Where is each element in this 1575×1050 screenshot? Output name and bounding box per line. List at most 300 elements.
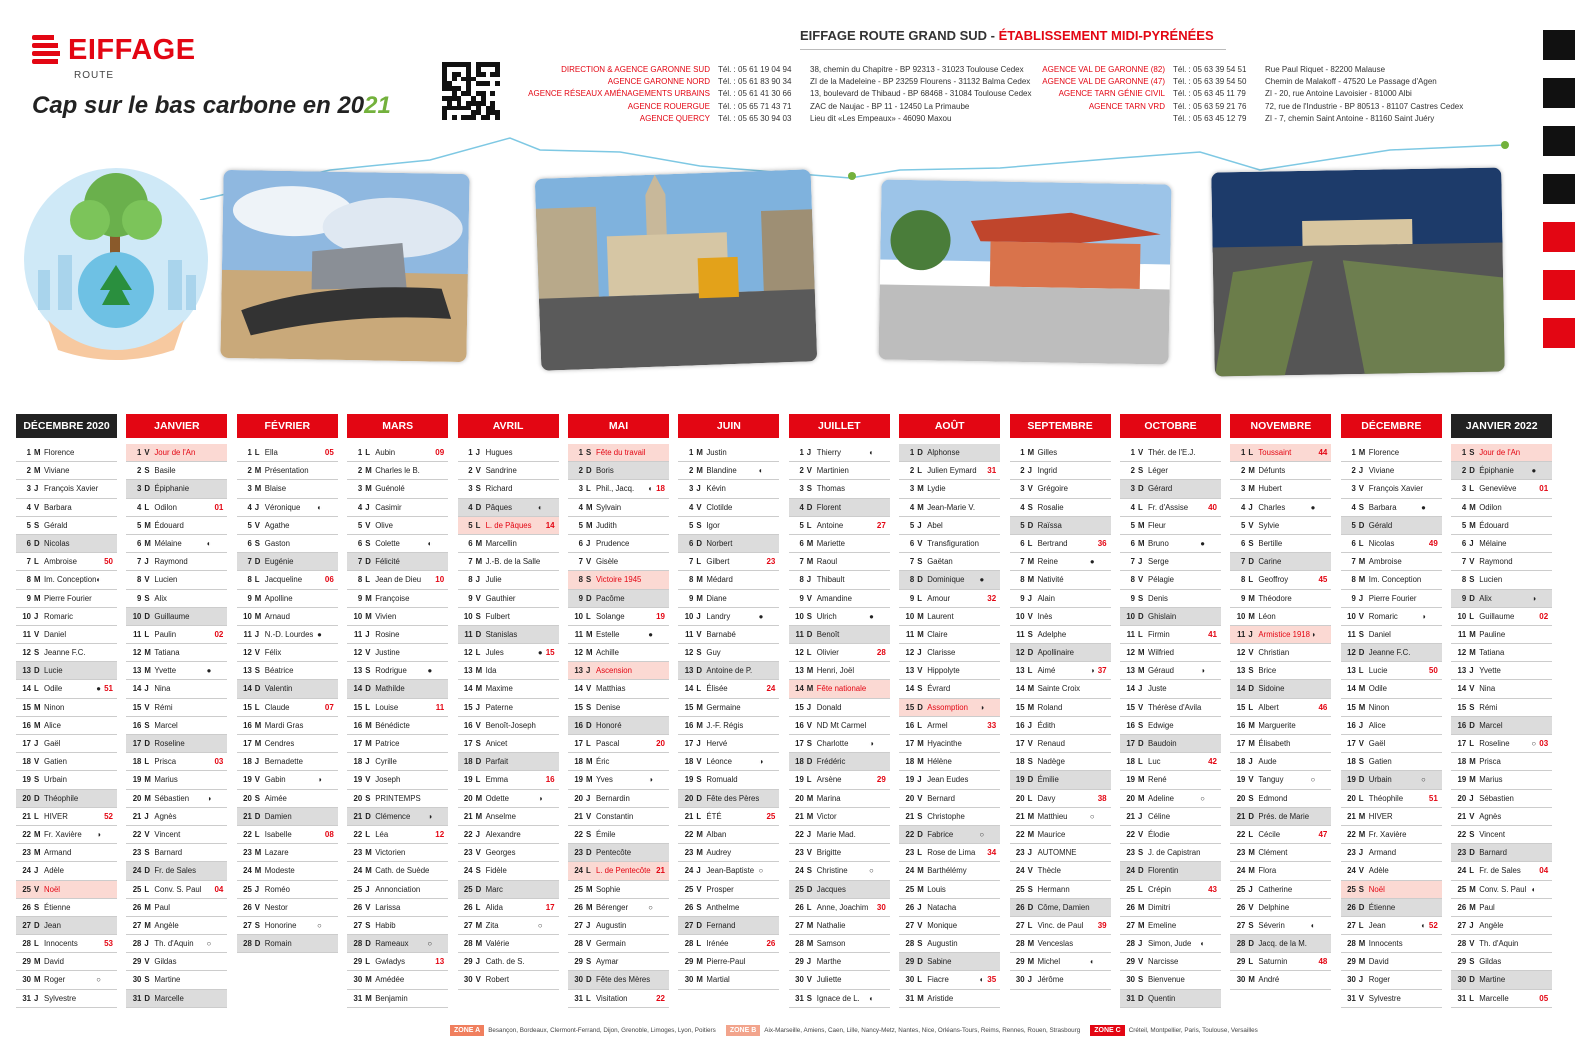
day-row[interactable] <box>16 662 117 680</box>
day-row[interactable] <box>458 735 559 753</box>
day-row[interactable] <box>458 971 559 989</box>
day-row[interactable] <box>789 735 890 753</box>
day-row[interactable] <box>789 771 890 789</box>
day-row[interactable] <box>126 480 227 498</box>
day-row[interactable] <box>1010 771 1111 789</box>
day-row[interactable] <box>1451 735 1552 753</box>
day-row[interactable] <box>237 844 338 862</box>
day-row[interactable] <box>899 462 1000 480</box>
day-row[interactable] <box>1451 899 1552 917</box>
day-row[interactable] <box>237 753 338 771</box>
day-row[interactable] <box>126 753 227 771</box>
day-row[interactable] <box>1451 499 1552 517</box>
day-row[interactable] <box>1451 535 1552 553</box>
day-row[interactable] <box>1230 590 1331 608</box>
day-row[interactable] <box>678 480 779 498</box>
day-row[interactable] <box>1341 535 1442 553</box>
day-row[interactable] <box>899 917 1000 935</box>
day-row[interactable] <box>678 753 779 771</box>
day-row[interactable] <box>678 444 779 462</box>
day-row[interactable] <box>16 499 117 517</box>
day-row[interactable] <box>678 553 779 571</box>
day-row[interactable] <box>568 608 669 626</box>
day-row[interactable] <box>1010 626 1111 644</box>
day-row[interactable] <box>1341 499 1442 517</box>
day-row[interactable] <box>16 717 117 735</box>
day-row[interactable] <box>126 662 227 680</box>
day-row[interactable] <box>789 662 890 680</box>
day-row[interactable] <box>347 608 448 626</box>
day-row[interactable] <box>899 881 1000 899</box>
day-row[interactable] <box>458 553 559 571</box>
day-row[interactable] <box>1230 753 1331 771</box>
day-row[interactable] <box>678 590 779 608</box>
day-row[interactable] <box>16 699 117 717</box>
day-row[interactable] <box>1120 808 1221 826</box>
day-row[interactable] <box>899 771 1000 789</box>
day-row[interactable] <box>126 699 227 717</box>
day-row[interactable] <box>1010 444 1111 462</box>
day-row[interactable] <box>1230 680 1331 698</box>
day-row[interactable] <box>1451 790 1552 808</box>
day-row[interactable] <box>899 826 1000 844</box>
day-row[interactable] <box>1010 971 1111 989</box>
day-row[interactable] <box>1120 517 1221 535</box>
day-row[interactable] <box>1341 680 1442 698</box>
day-row[interactable] <box>1120 553 1221 571</box>
day-row[interactable] <box>678 881 779 899</box>
day-row[interactable] <box>1451 699 1552 717</box>
day-row[interactable] <box>1230 899 1331 917</box>
day-row[interactable] <box>1010 753 1111 771</box>
day-row[interactable] <box>1010 462 1111 480</box>
day-row[interactable] <box>1010 953 1111 971</box>
day-row[interactable] <box>899 844 1000 862</box>
day-row[interactable] <box>568 480 669 498</box>
day-row[interactable] <box>126 790 227 808</box>
day-row[interactable] <box>1341 626 1442 644</box>
day-row[interactable] <box>16 680 117 698</box>
day-row[interactable] <box>1341 844 1442 862</box>
day-row[interactable] <box>1451 662 1552 680</box>
day-row[interactable] <box>789 935 890 953</box>
day-row[interactable] <box>568 790 669 808</box>
day-row[interactable] <box>1120 935 1221 953</box>
day-row[interactable] <box>1451 971 1552 989</box>
day-row[interactable] <box>126 462 227 480</box>
day-row[interactable] <box>1230 844 1331 862</box>
day-row[interactable] <box>568 971 669 989</box>
day-row[interactable] <box>1230 553 1331 571</box>
day-row[interactable] <box>1341 571 1442 589</box>
day-row[interactable] <box>1341 953 1442 971</box>
day-row[interactable] <box>899 444 1000 462</box>
day-row[interactable] <box>1341 790 1442 808</box>
day-row[interactable] <box>1451 935 1552 953</box>
day-row[interactable] <box>347 808 448 826</box>
day-row[interactable] <box>347 680 448 698</box>
day-row[interactable] <box>1010 862 1111 880</box>
day-row[interactable] <box>16 844 117 862</box>
day-row[interactable] <box>568 626 669 644</box>
day-row[interactable] <box>789 480 890 498</box>
day-row[interactable] <box>789 517 890 535</box>
day-row[interactable] <box>899 644 1000 662</box>
day-row[interactable] <box>1120 535 1221 553</box>
day-row[interactable] <box>789 971 890 989</box>
day-row[interactable] <box>126 571 227 589</box>
day-row[interactable] <box>347 862 448 880</box>
day-row[interactable] <box>1230 644 1331 662</box>
day-row[interactable] <box>568 717 669 735</box>
day-row[interactable] <box>1341 608 1442 626</box>
day-row[interactable] <box>458 626 559 644</box>
day-row[interactable] <box>237 717 338 735</box>
day-row[interactable] <box>1451 953 1552 971</box>
day-row[interactable] <box>1120 608 1221 626</box>
day-row[interactable] <box>16 881 117 899</box>
day-row[interactable] <box>126 844 227 862</box>
day-row[interactable] <box>126 917 227 935</box>
day-row[interactable] <box>678 935 779 953</box>
day-row[interactable] <box>347 771 448 789</box>
day-row[interactable] <box>1230 808 1331 826</box>
day-row[interactable] <box>237 499 338 517</box>
day-row[interactable] <box>789 680 890 698</box>
day-row[interactable] <box>458 680 559 698</box>
day-row[interactable] <box>1451 680 1552 698</box>
day-row[interactable] <box>16 826 117 844</box>
day-row[interactable] <box>1010 590 1111 608</box>
day-row[interactable] <box>568 881 669 899</box>
day-row[interactable] <box>458 899 559 917</box>
day-row[interactable] <box>568 517 669 535</box>
day-row[interactable] <box>1451 826 1552 844</box>
day-row[interactable] <box>568 917 669 935</box>
day-row[interactable] <box>1451 480 1552 498</box>
day-row[interactable] <box>789 590 890 608</box>
day-row[interactable] <box>458 953 559 971</box>
day-row[interactable] <box>347 535 448 553</box>
day-row[interactable] <box>16 971 117 989</box>
day-row[interactable] <box>1120 590 1221 608</box>
day-row[interactable] <box>126 608 227 626</box>
day-row[interactable] <box>678 899 779 917</box>
day-row[interactable] <box>1120 735 1221 753</box>
day-row[interactable] <box>458 808 559 826</box>
day-row[interactable] <box>899 608 1000 626</box>
day-row[interactable] <box>789 535 890 553</box>
day-row[interactable] <box>1451 990 1552 1008</box>
day-row[interactable] <box>237 881 338 899</box>
day-row[interactable] <box>347 699 448 717</box>
day-row[interactable] <box>1120 499 1221 517</box>
day-row[interactable] <box>458 790 559 808</box>
day-row[interactable] <box>789 953 890 971</box>
day-row[interactable] <box>1341 517 1442 535</box>
day-row[interactable] <box>347 990 448 1008</box>
day-row[interactable] <box>1010 680 1111 698</box>
day-row[interactable] <box>347 517 448 535</box>
day-row[interactable] <box>1010 499 1111 517</box>
day-row[interactable] <box>16 990 117 1008</box>
day-row[interactable] <box>1341 881 1442 899</box>
day-row[interactable] <box>458 571 559 589</box>
day-row[interactable] <box>1010 826 1111 844</box>
day-row[interactable] <box>1341 735 1442 753</box>
day-row[interactable] <box>458 480 559 498</box>
day-row[interactable] <box>458 662 559 680</box>
day-row[interactable] <box>568 808 669 826</box>
day-row[interactable] <box>16 571 117 589</box>
day-row[interactable] <box>237 662 338 680</box>
day-row[interactable] <box>789 862 890 880</box>
day-row[interactable] <box>458 699 559 717</box>
day-row[interactable] <box>678 717 779 735</box>
day-row[interactable] <box>237 553 338 571</box>
day-row[interactable] <box>1120 753 1221 771</box>
day-row[interactable] <box>1120 899 1221 917</box>
day-row[interactable] <box>789 917 890 935</box>
day-row[interactable] <box>126 535 227 553</box>
day-row[interactable] <box>1230 499 1331 517</box>
day-row[interactable] <box>347 790 448 808</box>
day-row[interactable] <box>458 644 559 662</box>
day-row[interactable] <box>126 881 227 899</box>
day-row[interactable] <box>899 699 1000 717</box>
day-row[interactable] <box>1010 480 1111 498</box>
day-row[interactable] <box>1010 790 1111 808</box>
day-row[interactable] <box>458 717 559 735</box>
day-row[interactable] <box>1230 862 1331 880</box>
day-row[interactable] <box>1010 553 1111 571</box>
day-row[interactable] <box>1120 826 1221 844</box>
day-row[interactable] <box>678 608 779 626</box>
day-row[interactable] <box>1341 826 1442 844</box>
day-row[interactable] <box>678 971 779 989</box>
day-row[interactable] <box>899 899 1000 917</box>
day-row[interactable] <box>1010 571 1111 589</box>
day-row[interactable] <box>1230 571 1331 589</box>
day-row[interactable] <box>1341 753 1442 771</box>
day-row[interactable] <box>458 862 559 880</box>
day-row[interactable] <box>1341 590 1442 608</box>
day-row[interactable] <box>1341 771 1442 789</box>
day-row[interactable] <box>899 680 1000 698</box>
day-row[interactable] <box>1230 953 1331 971</box>
day-row[interactable] <box>1230 881 1331 899</box>
day-row[interactable] <box>16 535 117 553</box>
day-row[interactable] <box>1451 517 1552 535</box>
day-row[interactable] <box>1341 808 1442 826</box>
day-row[interactable] <box>568 571 669 589</box>
day-row[interactable] <box>16 480 117 498</box>
day-row[interactable] <box>237 644 338 662</box>
day-row[interactable] <box>1341 644 1442 662</box>
day-row[interactable] <box>789 553 890 571</box>
day-row[interactable] <box>1230 826 1331 844</box>
day-row[interactable] <box>678 771 779 789</box>
day-row[interactable] <box>1010 608 1111 626</box>
day-row[interactable] <box>16 917 117 935</box>
day-row[interactable] <box>899 990 1000 1008</box>
day-row[interactable] <box>568 444 669 462</box>
day-row[interactable] <box>1010 844 1111 862</box>
day-row[interactable] <box>1010 808 1111 826</box>
day-row[interactable] <box>237 462 338 480</box>
day-row[interactable] <box>1120 771 1221 789</box>
day-row[interactable] <box>347 917 448 935</box>
day-row[interactable] <box>16 553 117 571</box>
day-row[interactable] <box>1010 535 1111 553</box>
day-row[interactable] <box>1341 717 1442 735</box>
day-row[interactable] <box>126 808 227 826</box>
day-row[interactable] <box>568 535 669 553</box>
day-row[interactable] <box>16 771 117 789</box>
day-row[interactable] <box>16 644 117 662</box>
day-row[interactable] <box>568 826 669 844</box>
day-row[interactable] <box>1341 862 1442 880</box>
day-row[interactable] <box>678 571 779 589</box>
day-row[interactable] <box>1230 935 1331 953</box>
day-row[interactable] <box>789 899 890 917</box>
day-row[interactable] <box>237 862 338 880</box>
day-row[interactable] <box>568 935 669 953</box>
day-row[interactable] <box>1230 771 1331 789</box>
day-row[interactable] <box>458 844 559 862</box>
day-row[interactable] <box>237 771 338 789</box>
day-row[interactable] <box>789 626 890 644</box>
day-row[interactable] <box>126 953 227 971</box>
day-row[interactable] <box>1341 662 1442 680</box>
day-row[interactable] <box>126 680 227 698</box>
day-row[interactable] <box>678 680 779 698</box>
day-row[interactable] <box>1120 844 1221 862</box>
day-row[interactable] <box>1010 717 1111 735</box>
day-row[interactable] <box>1341 917 1442 935</box>
day-row[interactable] <box>678 499 779 517</box>
day-row[interactable] <box>789 644 890 662</box>
day-row[interactable] <box>16 735 117 753</box>
day-row[interactable] <box>1230 608 1331 626</box>
day-row[interactable] <box>789 826 890 844</box>
day-row[interactable] <box>1341 971 1442 989</box>
day-row[interactable] <box>237 899 338 917</box>
day-row[interactable] <box>1120 571 1221 589</box>
day-row[interactable] <box>1230 971 1331 989</box>
day-row[interactable] <box>1120 717 1221 735</box>
day-row[interactable] <box>347 899 448 917</box>
day-row[interactable] <box>237 808 338 826</box>
day-row[interactable] <box>458 590 559 608</box>
day-row[interactable] <box>126 499 227 517</box>
day-row[interactable] <box>678 790 779 808</box>
day-row[interactable] <box>237 826 338 844</box>
day-row[interactable] <box>1230 917 1331 935</box>
day-row[interactable] <box>1451 844 1552 862</box>
day-row[interactable] <box>1451 717 1552 735</box>
day-row[interactable] <box>16 462 117 480</box>
day-row[interactable] <box>1451 462 1552 480</box>
day-row[interactable] <box>1341 935 1442 953</box>
day-row[interactable] <box>899 590 1000 608</box>
day-row[interactable] <box>568 553 669 571</box>
day-row[interactable] <box>126 626 227 644</box>
day-row[interactable] <box>458 517 559 535</box>
day-row[interactable] <box>1120 917 1221 935</box>
day-row[interactable] <box>678 662 779 680</box>
day-row[interactable] <box>458 462 559 480</box>
day-row[interactable] <box>678 808 779 826</box>
day-row[interactable] <box>1120 953 1221 971</box>
day-row[interactable] <box>1010 899 1111 917</box>
day-row[interactable] <box>237 790 338 808</box>
day-row[interactable] <box>789 499 890 517</box>
day-row[interactable] <box>568 899 669 917</box>
day-row[interactable] <box>458 444 559 462</box>
day-row[interactable] <box>347 935 448 953</box>
day-row[interactable] <box>1010 644 1111 662</box>
day-row[interactable] <box>899 971 1000 989</box>
day-row[interactable] <box>458 608 559 626</box>
day-row[interactable] <box>568 953 669 971</box>
day-row[interactable] <box>237 699 338 717</box>
day-row[interactable] <box>237 590 338 608</box>
day-row[interactable] <box>347 444 448 462</box>
day-row[interactable] <box>568 735 669 753</box>
day-row[interactable] <box>678 917 779 935</box>
day-row[interactable] <box>237 917 338 935</box>
day-row[interactable] <box>347 480 448 498</box>
day-row[interactable] <box>899 517 1000 535</box>
day-row[interactable] <box>1230 790 1331 808</box>
day-row[interactable] <box>126 862 227 880</box>
day-row[interactable] <box>237 626 338 644</box>
day-row[interactable] <box>789 444 890 462</box>
day-row[interactable] <box>1120 462 1221 480</box>
day-row[interactable] <box>1120 990 1221 1008</box>
day-row[interactable] <box>126 590 227 608</box>
day-row[interactable] <box>678 953 779 971</box>
day-row[interactable] <box>678 626 779 644</box>
day-row[interactable] <box>789 790 890 808</box>
day-row[interactable] <box>1341 553 1442 571</box>
day-row[interactable] <box>568 844 669 862</box>
day-row[interactable] <box>1230 717 1331 735</box>
day-row[interactable] <box>678 735 779 753</box>
day-row[interactable] <box>899 735 1000 753</box>
day-row[interactable] <box>899 662 1000 680</box>
day-row[interactable] <box>126 517 227 535</box>
day-row[interactable] <box>899 480 1000 498</box>
day-row[interactable] <box>1451 571 1552 589</box>
day-row[interactable] <box>237 535 338 553</box>
day-row[interactable] <box>1010 935 1111 953</box>
day-row[interactable] <box>458 917 559 935</box>
day-row[interactable] <box>568 680 669 698</box>
day-row[interactable] <box>789 608 890 626</box>
day-row[interactable] <box>678 699 779 717</box>
day-row[interactable] <box>1451 553 1552 571</box>
day-row[interactable] <box>1341 699 1442 717</box>
day-row[interactable] <box>347 753 448 771</box>
day-row[interactable] <box>568 462 669 480</box>
day-row[interactable] <box>16 753 117 771</box>
day-row[interactable] <box>458 881 559 899</box>
day-row[interactable] <box>789 881 890 899</box>
day-row[interactable] <box>1230 535 1331 553</box>
day-row[interactable] <box>568 699 669 717</box>
